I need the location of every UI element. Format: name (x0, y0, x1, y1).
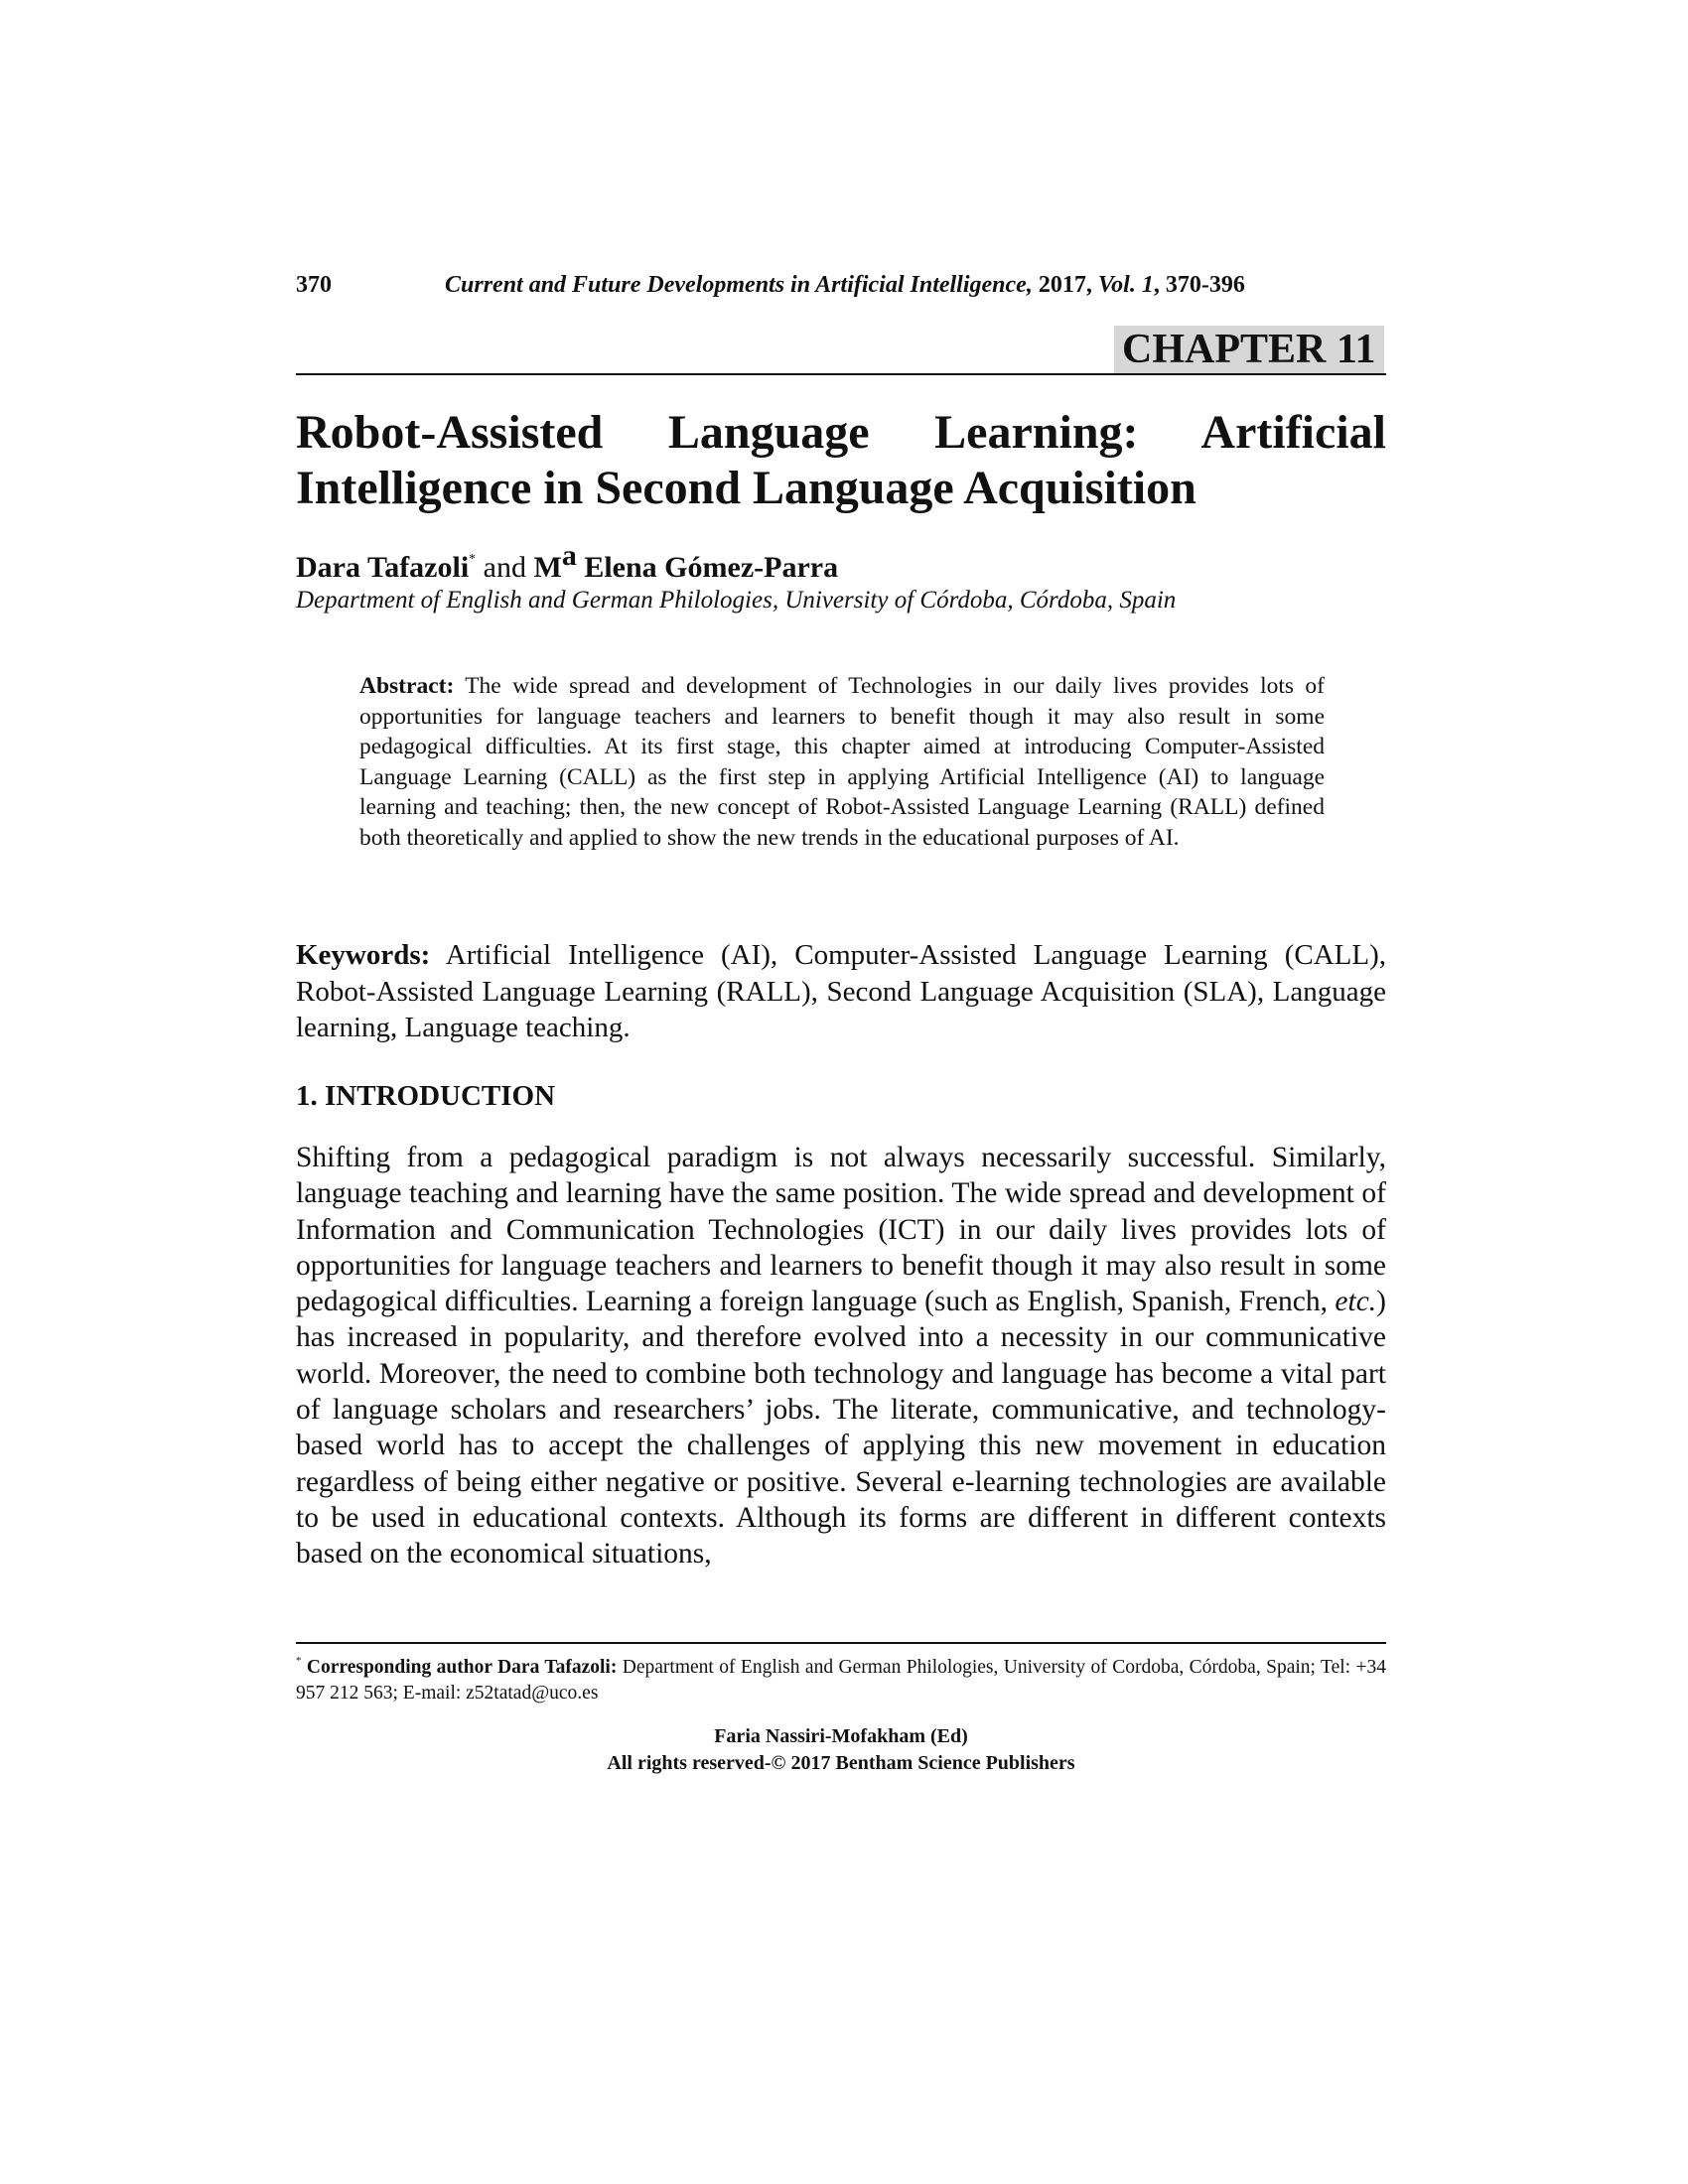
running-head (296, 272, 1388, 304)
footnote-divider (296, 1642, 1386, 1644)
introduction-paragraph (296, 1140, 1386, 1572)
keywords (296, 937, 1386, 1046)
journal-pages: , 370-396 (1153, 272, 1245, 298)
chapter-label: CHAPTER 11 (1114, 326, 1384, 373)
abstract (359, 671, 1325, 853)
paragraph-part-1: Shifting from a pedagogical paradigm is not always necessarily successful. Similarly, language teaching and learning have the same position. The wide spread and development of Information and Communication Technologies (ICT) in our daily lives provides lots of opportunities for language teachers and learners to benefit though it may also result in some pedagogical difficulties. Learning a foreign language (such as English, Spanish, French, (296, 1142, 1386, 1318)
footnote-label: Corresponding author Dara Tafazoli: (301, 1657, 618, 1678)
author-2-prefix: M (533, 551, 562, 584)
footnote (296, 1648, 1386, 1706)
editor-line: Faria Nassiri-Mofakham (Ed) (714, 1725, 968, 1747)
section-heading: 1. INTRODUCTION (296, 1080, 556, 1112)
journal-title: Current and Future Developments in Artificial Intelligence, (445, 272, 1033, 298)
footnote-mark: * (296, 1655, 302, 1667)
author-1: Dara Tafazoli (296, 551, 470, 584)
author-2-ordinal: a (561, 539, 577, 572)
header-divider (296, 373, 1386, 375)
chapter-title: Robot-Assisted Language Learning: Artificial Intelligence in Second Language Acquisition (296, 406, 1386, 514)
author-line (296, 536, 1388, 588)
author-conjunction: and (476, 551, 534, 584)
paragraph-etc: etc. (1335, 1286, 1377, 1318)
rights-line: All rights reserved-© 2017 Bentham Science Publishers (607, 1752, 1075, 1774)
paragraph-part-2: ) has increased in popularity, and therefore evolved into a necessity in our communicative world. Moreover, the need to combine both technology and language has become a vital part of language scholars and researchers’ jobs. The literate, communicative, and technology-based world has to accept the challenges of applying this new movement in education regardless of being either negative or positive. Several e-learning technologies are available to be used in educational contexts. Although its forms are different in different contexts based on the economical situations, (296, 1286, 1386, 1570)
journal-citation (445, 272, 1245, 299)
keywords-text: Artificial Intelligence (AI), Computer-Assisted Language Learning (CALL), Robot-Assisted Language Learning (RALL), Second Language Acquisition (SLA), Language learning, Language teaching. (296, 939, 1386, 1043)
journal-year: 2017, (1038, 272, 1092, 298)
page-number: 370 (296, 272, 332, 298)
colophon (296, 1723, 1386, 1777)
abstract-text: The wide spread and development of Technologies in our daily lives provides lots of opportunities for language teachers and learners to benefit though it may also result in some pedagogical difficulties. At its first stage, this chapter aimed at introducing Computer-Assisted Language Learning (CALL) as the first step in applying Artificial Intelligence (AI) to language learning and teaching; then, the new concept of Robot-Assisted Language Learning (RALL) defined both theoretically and applied to show the new trends in the educational purposes of AI. (359, 673, 1325, 851)
corresponding-mark: * (469, 552, 477, 567)
keywords-label: Keywords: (296, 939, 431, 971)
footnote-text: Department of English and German Philologies, University of Cordoba, Córdoba, Spain; Tel: +34 957 212 563; E-mail: z52tatad@uco.es (296, 1657, 1386, 1704)
abstract-label: Abstract: (359, 673, 455, 699)
affiliation: Department of English and German Philologies, University of Córdoba, Córdoba, Spain (296, 587, 1177, 614)
journal-volume: Vol. 1 (1097, 272, 1154, 298)
author-2: Elena Gómez-Parra (576, 551, 839, 584)
